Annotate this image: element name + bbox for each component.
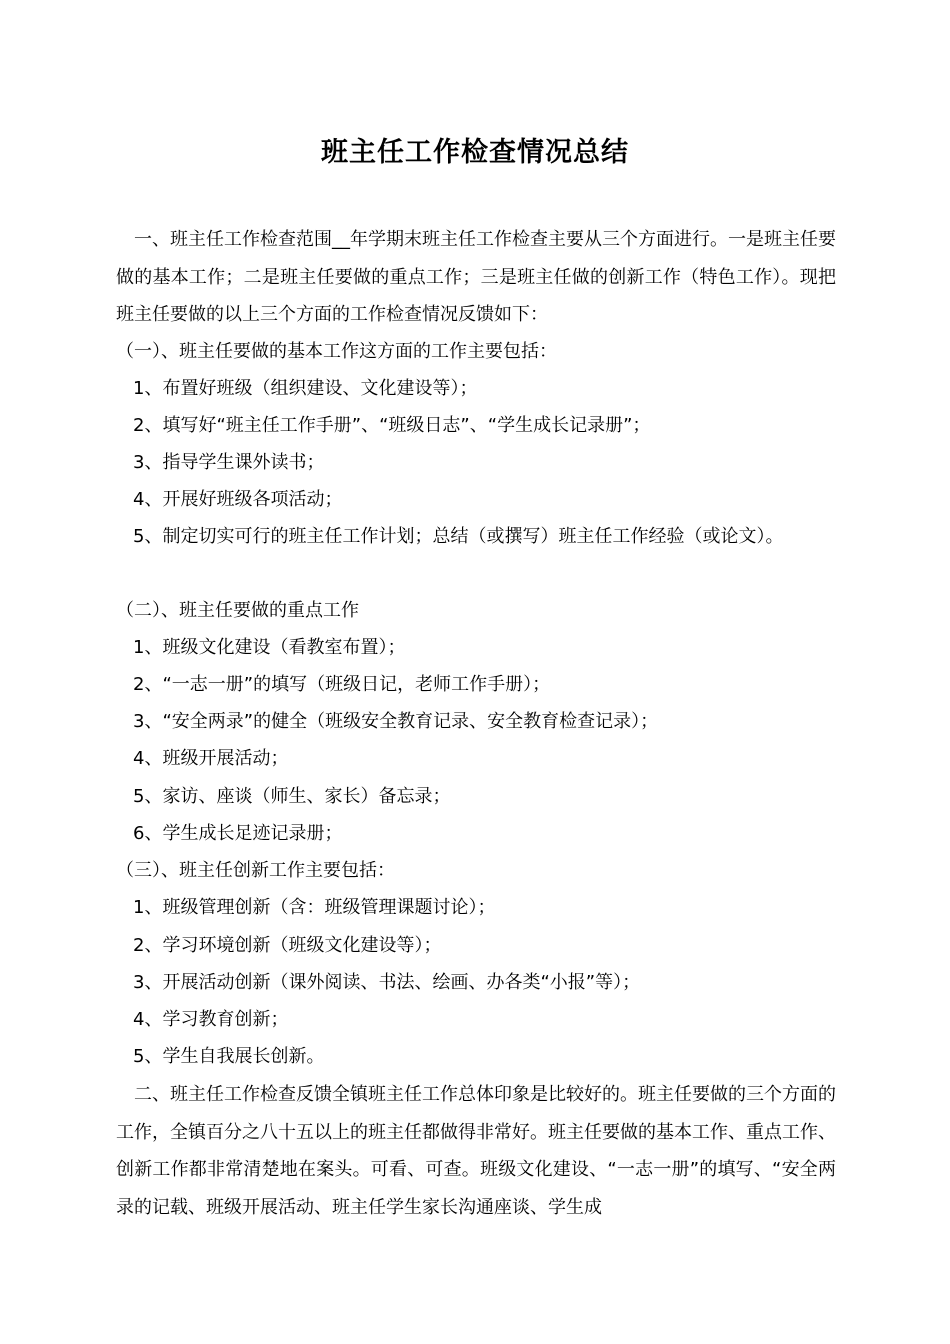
section2-heading: （二）、班主任要做的重点工作 — [116, 600, 359, 621]
section1-heading: （一）、班主任要做的基本工作这方面的工作主要包括： — [116, 341, 557, 362]
document-title: 班主任工作检查情况总结 — [321, 137, 629, 168]
section2-item: 3、“安全两录”的健全（班级安全教育记录、安全教育检查记录）； — [133, 711, 659, 732]
section3-item: 1、班级管理创新（含：班级管理课题讨论）； — [133, 897, 496, 918]
section1-item: 2、填写好“班主任工作手册”、“班级日志”、“学生成长记录册”； — [133, 415, 651, 436]
section3-item: 2、学习环境创新（班级文化建设等）； — [133, 935, 442, 956]
section3-heading: （三）、班主任创新工作主要包括： — [116, 860, 395, 881]
section1-item: 1、布置好班级（组织建设、文化建设等）； — [133, 378, 478, 399]
section1-item: 5、制定切实可行的班主任工作计划；总结（或撰写）班主任工作经验（或论文）。 — [133, 526, 784, 547]
section3-item: 4、学习教育创新； — [133, 1009, 289, 1030]
section1-item: 3、指导学生课外读书； — [133, 452, 325, 473]
section3-item: 5、学生自我展长创新。 — [133, 1046, 325, 1067]
section2-item: 5、家访、座谈（师生、家长）备忘录； — [133, 786, 451, 807]
section2-item: 2、“一志一册”的填写（班级日记，老师工作手册）； — [133, 674, 551, 695]
section2-item: 6、学生成长足迹记录册； — [133, 823, 343, 844]
intro-paragraph: 一、班主任工作检查范围__年学期末班主任工作检查主要从三个方面进行。一是班主任要做的基本工作；二是班主任要做的重点工作；三是班主任做的创新工作（特色工作）。现把班主任要做的以上三个方面的工作检查情况反馈如下： — [116, 229, 836, 325]
section2-item: 1、班级文化建设（看教室布置）； — [133, 637, 406, 658]
section2-item: 4、班级开展活动； — [133, 748, 289, 769]
feedback-paragraph: 二、班主任工作检查反馈全镇班主任工作总体印象是比较好的。班主任要做的三个方面的工作，全镇百分之八十五以上的班主任都做得非常好。班主任要做的基本工作、重点工作、创新工作都非常清楚地在案头。可看、可查。班级文化建设、“一志一册”的填写、“安全两录的记载、班级开展活动、班主任学生家长沟通座谈、学生成 — [116, 1084, 836, 1218]
section1-item: 4、开展好班级各项活动； — [133, 489, 343, 510]
section3-item: 3、开展活动创新（课外阅读、书法、绘画、办各类“小报”等）； — [133, 972, 641, 993]
